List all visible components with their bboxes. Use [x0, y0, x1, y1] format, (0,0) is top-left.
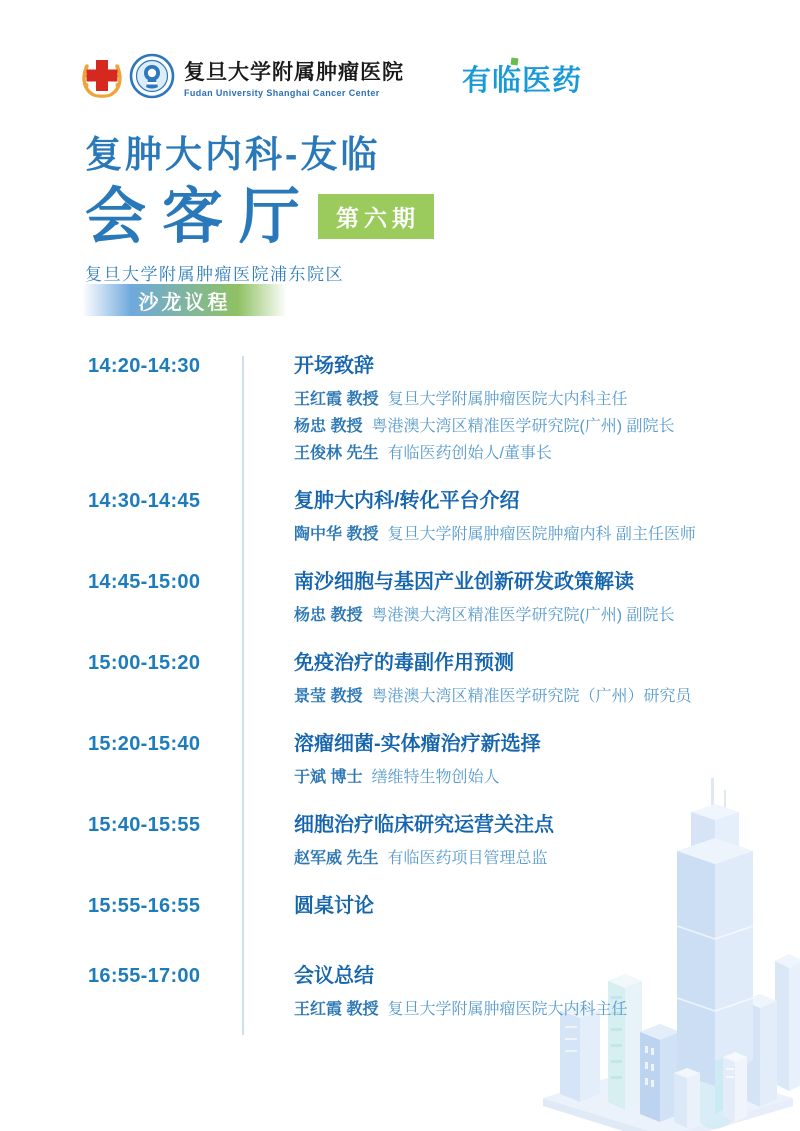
hospital-name-zh: 复旦大学附属肿瘤医院	[184, 59, 404, 84]
agenda-time: 14:30-14:45	[88, 490, 201, 512]
sponsor-logo	[462, 58, 582, 99]
speaker-name: 杨忠 教授	[294, 607, 363, 624]
speaker-affiliation: 缮维特生物创始人	[371, 769, 500, 786]
speaker-name: 杨忠 教授	[294, 418, 363, 435]
agenda-item-title: 圆桌讨论	[294, 895, 374, 917]
agenda-time: 15:00-15:20	[88, 652, 201, 674]
agenda-time: 16:55-17:00	[88, 965, 201, 987]
speaker-name: 赵军威 先生	[294, 850, 379, 867]
agenda-time: 14:45-15:00	[88, 571, 201, 593]
agenda-time: 15:55-16:55	[88, 895, 201, 917]
speaker-name: 王俊林 先生	[294, 445, 379, 462]
agenda-item-body	[242, 352, 770, 467]
agenda-row	[88, 892, 770, 926]
venue-text: 复旦大学附属肿瘤医院浦东院区	[85, 265, 344, 285]
agenda-item-body	[242, 730, 770, 791]
agenda-item-title: 细胞治疗临床研究运营关注点	[294, 814, 554, 836]
fudan-seal-icon	[128, 52, 176, 100]
speaker-affiliation: 复旦大学附属肿瘤医院大内科主任	[387, 1001, 628, 1018]
agenda-item-body	[242, 487, 770, 548]
issue-badge: 第六期	[318, 194, 434, 239]
speaker-affiliation: 粤港澳大湾区精准医学研究院（广州）研究员	[371, 688, 692, 705]
header	[80, 50, 582, 100]
speaker-name: 陶中华 教授	[294, 526, 379, 543]
agenda-row	[88, 487, 770, 548]
agenda-time: 14:20-14:30	[88, 355, 201, 377]
hospital-name-en: Fudan University Shanghai Cancer Center	[184, 88, 380, 98]
agenda-item-title: 复肿大内科/转化平台介绍	[294, 490, 520, 512]
agenda-item-title: 南沙细胞与基因产业创新研发政策解读	[294, 571, 634, 593]
agenda-row	[88, 811, 770, 872]
speaker-line	[294, 413, 770, 440]
agenda-item-body	[242, 811, 770, 872]
agenda-section-badge	[82, 284, 287, 316]
sponsor-logo-text: 有临医药	[462, 65, 583, 97]
speaker-affiliation: 有临医药创始人/董事长	[387, 445, 552, 462]
speaker-affiliation: 复旦大学附属肿瘤医院大内科主任	[387, 391, 628, 408]
speaker-name: 景莹 教授	[294, 688, 363, 705]
speaker-affiliation: 粤港澳大湾区精准医学研究院(广州) 副院长	[371, 607, 675, 624]
speaker-affiliation: 有临医药项目管理总监	[387, 850, 548, 867]
speaker-line	[294, 683, 770, 710]
speaker-affiliation: 粤港澳大湾区精准医学研究院(广州) 副院长	[371, 418, 675, 435]
agenda-item-body	[242, 568, 770, 629]
speaker-line	[294, 386, 770, 413]
speaker-line	[294, 845, 770, 872]
hospital-name-block	[184, 56, 404, 98]
agenda-item-title: 免疫治疗的毒副作用预测	[294, 652, 514, 674]
event-title-line1: 复肿大内科-友临	[85, 134, 381, 175]
sponsor-logo-green-accent-icon	[511, 58, 519, 66]
agenda-time: 15:20-15:40	[88, 733, 201, 755]
title-block	[85, 124, 434, 285]
speaker-line	[294, 764, 770, 791]
agenda-row	[88, 730, 770, 791]
agenda-item-title: 溶瘤细菌-实体瘤治疗新选择	[294, 733, 541, 755]
agenda-row	[88, 649, 770, 710]
speaker-line	[294, 521, 770, 548]
speaker-line	[294, 996, 770, 1023]
agenda-item-title: 会议总结	[294, 965, 374, 987]
agenda-row	[88, 352, 770, 467]
agenda-time: 15:40-15:55	[88, 814, 201, 836]
speaker-name: 王红霞 教授	[294, 391, 379, 408]
speaker-name: 于斌 博士	[294, 769, 363, 786]
agenda-item-body	[242, 892, 770, 926]
speaker-line	[294, 602, 770, 629]
event-title-line2: 会客厅	[85, 182, 317, 250]
speaker-line	[294, 440, 770, 467]
agenda-row	[88, 962, 770, 1023]
agenda-row	[88, 568, 770, 629]
agenda-item-body	[242, 962, 770, 1023]
agenda-list	[88, 352, 770, 1043]
agenda-item-body	[242, 649, 770, 710]
agenda-section-label: 沙龙议程	[138, 291, 231, 314]
red-cross-emblem-icon	[80, 54, 124, 100]
agenda-item-title: 开场致辞	[294, 355, 374, 377]
speaker-affiliation: 复旦大学附属肿瘤医院肿瘤内科 副主任医师	[387, 526, 696, 543]
speaker-name: 王红霞 教授	[294, 1001, 379, 1018]
